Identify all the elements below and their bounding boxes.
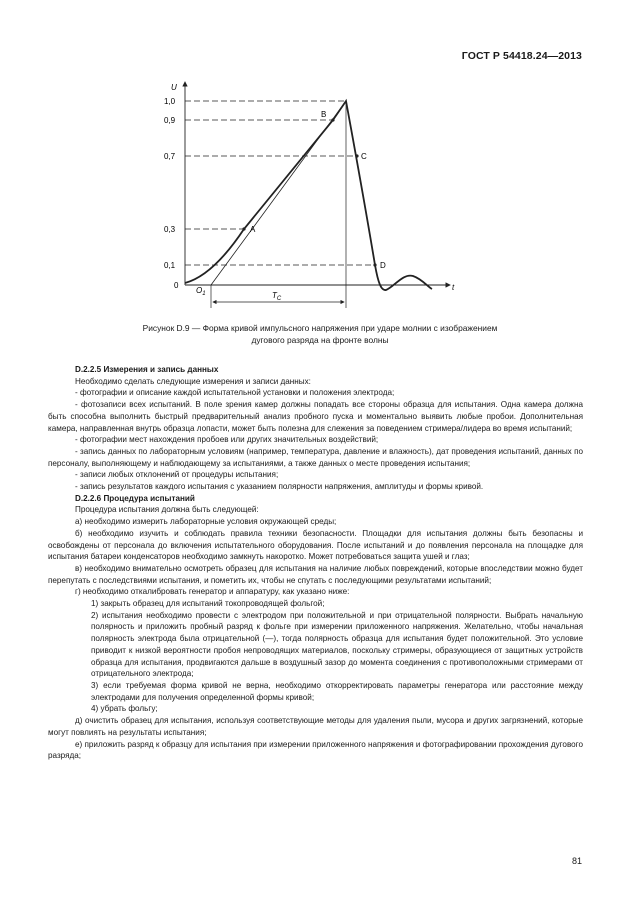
caption-line-1: Рисунок D.9 — Форма кривой импульсного напряжения при ударе молнии с изображением	[142, 323, 498, 333]
paragraph: д) очистить образец для испытания, используя соответствующие методы для удаления пыли, мусора и других загрязнений, которые могут повлиять на результаты испытания;	[48, 716, 583, 737]
paragraph: б) необходимо изучить и соблюдать правила техники безопасности. Площадки для испытания должны быть безопасны и освобождены от персонала до включения испытательного оборудования. После испытаний и до появления персонала на площадке для испытания батареи конденсаторов необходимо замкнуть накоротко. Может потребоваться защита ушей и глаз;	[48, 528, 583, 562]
y-axis-label: U	[171, 83, 177, 92]
sub-paragraph: 3) если требуемая форма кривой не верна, необходимо откорректировать параметры генератора или расстояние между электродами для получения определенной формы кривой;	[91, 680, 583, 702]
waveform-chart	[0, 0, 630, 310]
document-header: ГОСТ Р 54418.24—2013	[461, 50, 582, 62]
sub-paragraph: 4) убрать фольгу;	[91, 704, 158, 714]
point-b-label: B	[321, 110, 327, 119]
point-markers	[242, 118, 376, 266]
section-heading-d225: D.2.2.5 Измерения и запись данных	[75, 365, 219, 374]
tc-label: $T_C$	[272, 291, 282, 302]
paragraph: г) необходимо откалибровать генератор и аппаратуру, как указано ниже:	[75, 587, 350, 597]
caption-line-2: дугового разряда на фронте волны	[251, 335, 389, 345]
paragraph: в) необходимо внимательно осмотреть образец для испытания на наличие любых повреждений, которые впоследствии можно будет перепутать с последствиями испытания, и пометить их, чтобы не спутать с последующими результатами испытаний;	[48, 563, 583, 585]
tick-0-9: 0,9	[164, 116, 176, 125]
point-a-label: A	[250, 225, 256, 234]
sub-paragraph: 2) испытания необходимо провести с электродом при положительной и при отрицательной полярности. Выбрать начальную полярность и приложить пробный разряд к фольге при измерении приложенного напряжения. Желательно, чтобы начальная полярность электрода была отрицательной (—), тогда полярность образца для испытания будет положительной. Это условие приводит к низкой вероятности пробоя непроводящих материалов, поскольку стримеры, образующиеся от защитных устройств образца для испытания, продвигаются дальше в воздушный зазор до момента соединения с противоположными стримерами от отрицательного электрода;	[91, 610, 583, 679]
tick-0-7: 0,7	[164, 152, 176, 161]
sub-paragraph: 1) закрыть образец для испытаний токопроводящей фольгой;	[91, 599, 325, 609]
level-lines	[185, 101, 375, 265]
paragraph: Процедура испытания должна быть следующей:	[75, 505, 259, 515]
page-number: 81	[571, 856, 582, 866]
figure-caption	[60, 322, 580, 346]
point-c-label: C	[361, 152, 367, 161]
tick-0-1: 0,1	[164, 261, 176, 270]
tick-0: 0	[174, 281, 179, 290]
point-d-label: D	[380, 261, 386, 270]
paragraph: - фотографии и описание каждой испытательной установки и положения электрода;	[75, 388, 395, 398]
tick-1-0: 1,0	[164, 97, 176, 106]
x-axis-label: t	[452, 283, 455, 292]
voltage-waveform-figure	[0, 0, 630, 310]
paragraph: - запись данных по лабораторным условиям (например, температура, давление и влажность), дат проведения испытаний, данных по персоналу, выполняющему и наблюдающему за испытаниями, а также данных о месте проведения испытания;	[48, 446, 583, 468]
paragraph: Необходимо сделать следующие измерения и записи данных:	[75, 376, 311, 386]
tick-0-3: 0,3	[164, 225, 176, 234]
paragraph: а) необходимо измерить лабораторные условия окружающей среды;	[75, 517, 337, 527]
paragraph: е) приложить разряд к образцу для испытания при измерении приложенного напряжения и фотографировании прохождения дугового разряда;	[48, 739, 583, 761]
paragraph: - фотографии мест нахождения пробоев или других значительных воздействий;	[75, 435, 379, 445]
section-heading-d226: D.2.2.6 Процедура испытаний	[75, 493, 195, 503]
body-text	[48, 364, 583, 762]
paragraph: - запись результатов каждого испытания с указанием полярности напряжения, амплитуды и формы кривой.	[75, 482, 484, 492]
paragraph: - фотозаписи всех испытаний. В поле зрения камер должны попадать все стороны образца для испытания. Одна камера должна быть способна выполнить быстрый предварительный анализ пробного пуска и моментально выявить любые пробои. Дополнительная камера, направленная внутрь образца лопасти, может быть полезна для слежения за поведением стримера/лидера во время испытаний;	[48, 400, 583, 433]
paragraph: - записи любых отклонений от процедуры испытания;	[75, 470, 279, 480]
waveform-curve	[185, 101, 432, 290]
origin-label: $O_1$	[196, 286, 206, 297]
